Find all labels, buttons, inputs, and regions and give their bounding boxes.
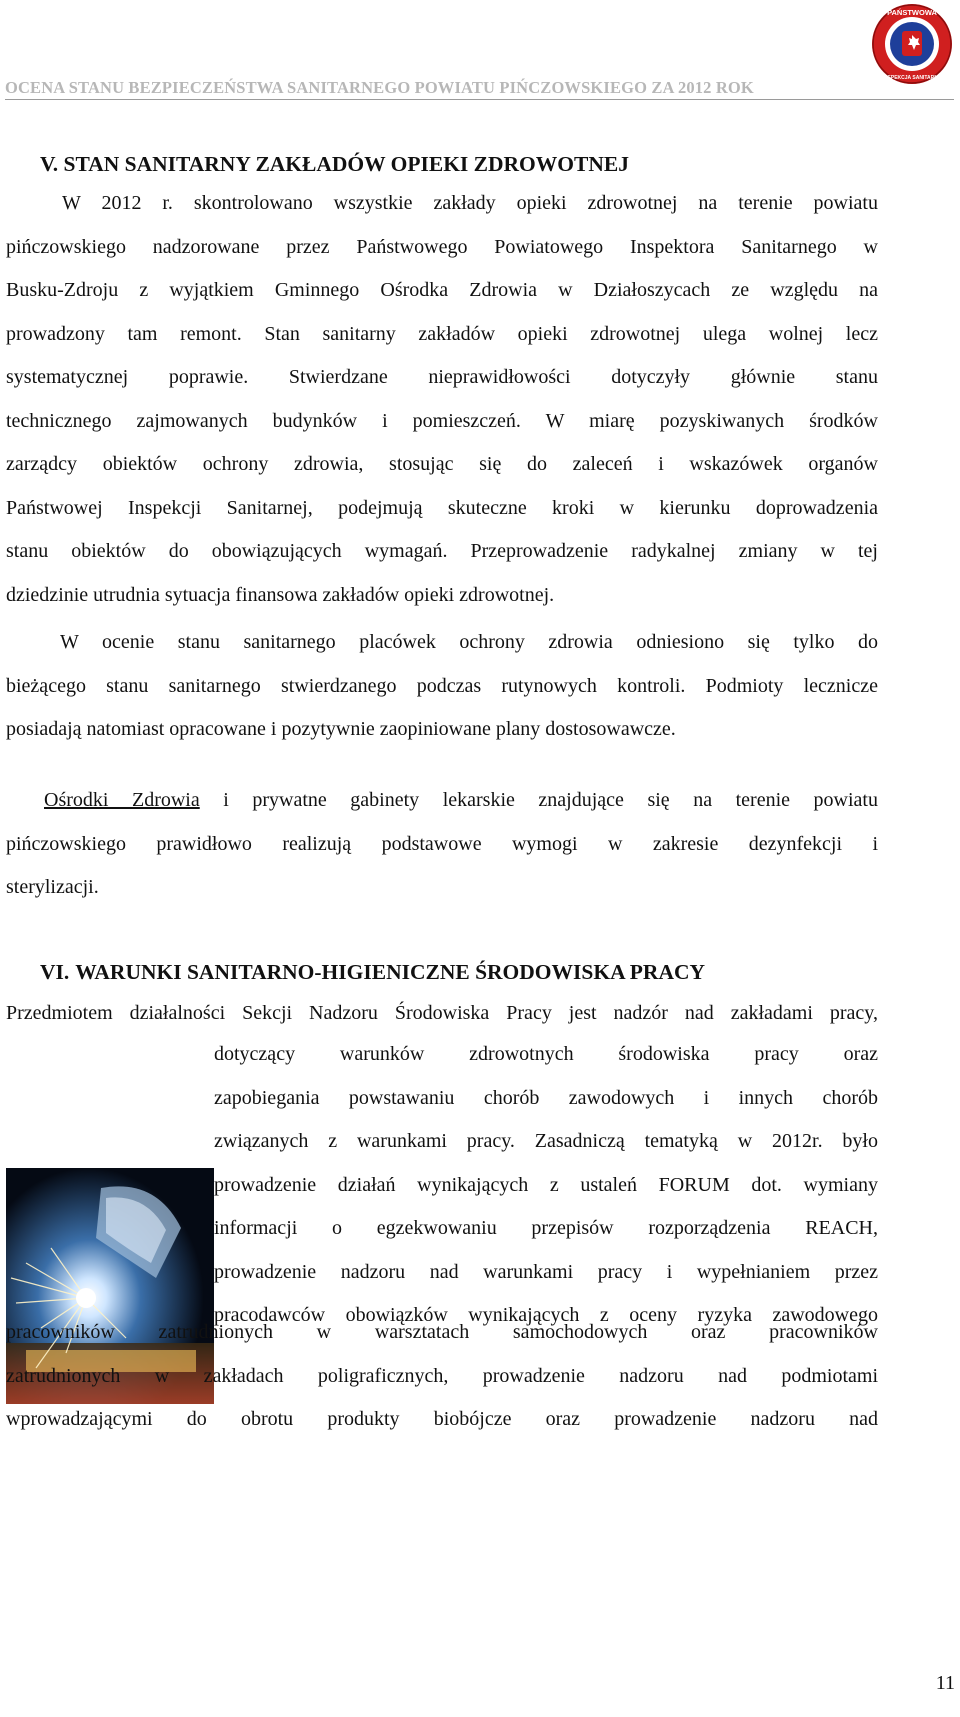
text-line: posiadają natomiast opracowane i pozytywnie zaopiniowane plany dostosowawcze.: [6, 718, 676, 740]
logo-top-text: PAŃSTWOWA: [887, 8, 937, 17]
text-line: prowadzenie nadzoru nad warunkami pracy i wypełnianiem przez: [214, 1260, 878, 1283]
page-header: [0, 0, 960, 110]
health-centers-underlined: Ośrodki Zdrowia: [44, 789, 200, 811]
text-line: Busku-Zdroju z wyjątkiem Gminnego Ośrodka Zdrowia w Działoszycach ze względu na: [6, 279, 878, 301]
section-5-heading: V. STAN SANITARNY ZAKŁADÓW OPIEKI ZDROWOTNEJ: [40, 152, 629, 176]
text-line: dotyczący warunków zdrowotnych środowiska pracy oraz: [214, 1043, 878, 1065]
text-line: W ocenie stanu sanitarnego placówek ochrony zdrowia odniesiono się tylko do: [60, 631, 878, 653]
section-5-paragraph-1: [6, 182, 878, 617]
text-line: zarządcy obiektów ochrony zdrowia, stosując się do zaleceń i wskazówek organów: [6, 453, 878, 475]
text-line: technicznego zajmowanych budynków i pomieszczeń. W miarę pozyskiwanych środków: [6, 409, 878, 432]
logo-bottom-text: INSPEKCJA SANITARNA: [882, 75, 942, 81]
text-line: zapobiegania powstawaniu chorób zawodowych i innych chorób: [214, 1086, 878, 1109]
text-line: prowadzony tam remont. Stan sanitarny zakładów opieki zdrowotnej ulega wolnej lecz: [6, 322, 878, 345]
text-line: wprowadzającymi do obrotu produkty biobójcze oraz prowadzenie nadzoru nad: [6, 1408, 878, 1430]
section-5-paragraph-2: [6, 621, 878, 752]
text-line: W 2012 r. skontrolowano wszystkie zakłady opieki zdrowotnej na terenie powiatu: [62, 192, 878, 214]
sanitary-inspection-logo: [870, 2, 954, 86]
text-line: związanych z warunkami pracy. Zasadniczą tematyką w 2012r. było: [214, 1130, 878, 1152]
text-line: informacji o egzekwowaniu przepisów rozporządzenia REACH,: [214, 1217, 878, 1239]
text-line: dziedzinie utrudnia sytuacja finansowa zakładów opieki zdrowotnej.: [6, 583, 555, 606]
text-line: stanu obiektów do obowiązujących wymagań. Przeprowadzenie radykalnej zmiany w tej: [6, 540, 878, 562]
section-6-heading: [40, 960, 705, 985]
text-line: pińczowskiego prawidłowo realizują podstawowe wymogi w zakresie dezynfekcji i: [6, 832, 878, 855]
text-line: prowadzenie działań wynikających z ustaleń FORUM dot. wymiany: [214, 1173, 878, 1196]
text-line: pracowników zatrudnionych w warsztatach samochodowych oraz pracowników: [6, 1321, 878, 1343]
text-line: systematycznej poprawie. Stwierdzane nieprawidłowości dotyczyły głównie stanu: [6, 366, 878, 388]
section-6-number: VI.: [40, 960, 70, 984]
text-line: zatrudnionych w zakładach poligraficznych, prowadzenie nadzoru nad podmiotami: [6, 1364, 878, 1387]
page-number: 11: [935, 1672, 955, 1694]
section-5-paragraph-3: [6, 779, 878, 910]
header-divider: [5, 99, 954, 100]
section-6-full-width-text: [6, 1311, 878, 1442]
text-line: pińczowskiego nadzorowane przez Państwowego Powiatowego Inspektora Sanitarnego w: [6, 235, 878, 258]
text-line: bieżącego stanu sanitarnego stwierdzanego podczas rutynowych kontroli. Podmioty lecznicze: [6, 674, 878, 697]
section-6-intro: [6, 992, 878, 1036]
text-line: [6, 779, 878, 823]
text-line: pracodawców obowiązków wynikających z oceny ryzyka zawodowego: [214, 1304, 878, 1326]
text-line: Państwowej Inspekcji Sanitarnej, podejmują skuteczne kroki w kierunku doprowadzenia: [6, 496, 878, 519]
text-line: Przedmiotem działalności Sekcji Nadzoru Środowiska Pracy jest nadzór nad zakładami pracy,: [6, 1002, 878, 1024]
text-line: sterylizacji.: [6, 876, 99, 898]
text-line-rest: i prywatne gabinety lekarskie znajdujące się na terenie powiatu: [199, 789, 878, 811]
section-6-title: WARUNKI SANITARNO-HIGIENICZNE ŚRODOWISKA PRACY: [75, 960, 706, 984]
header-title: OCENA STANU BEZPIECZEŃSTWA SANITARNEGO POWIATU PIŃCZOWSKIEGO ZA 2012 ROK: [5, 78, 754, 97]
section-6-wrapped-text: [214, 1033, 878, 1338]
